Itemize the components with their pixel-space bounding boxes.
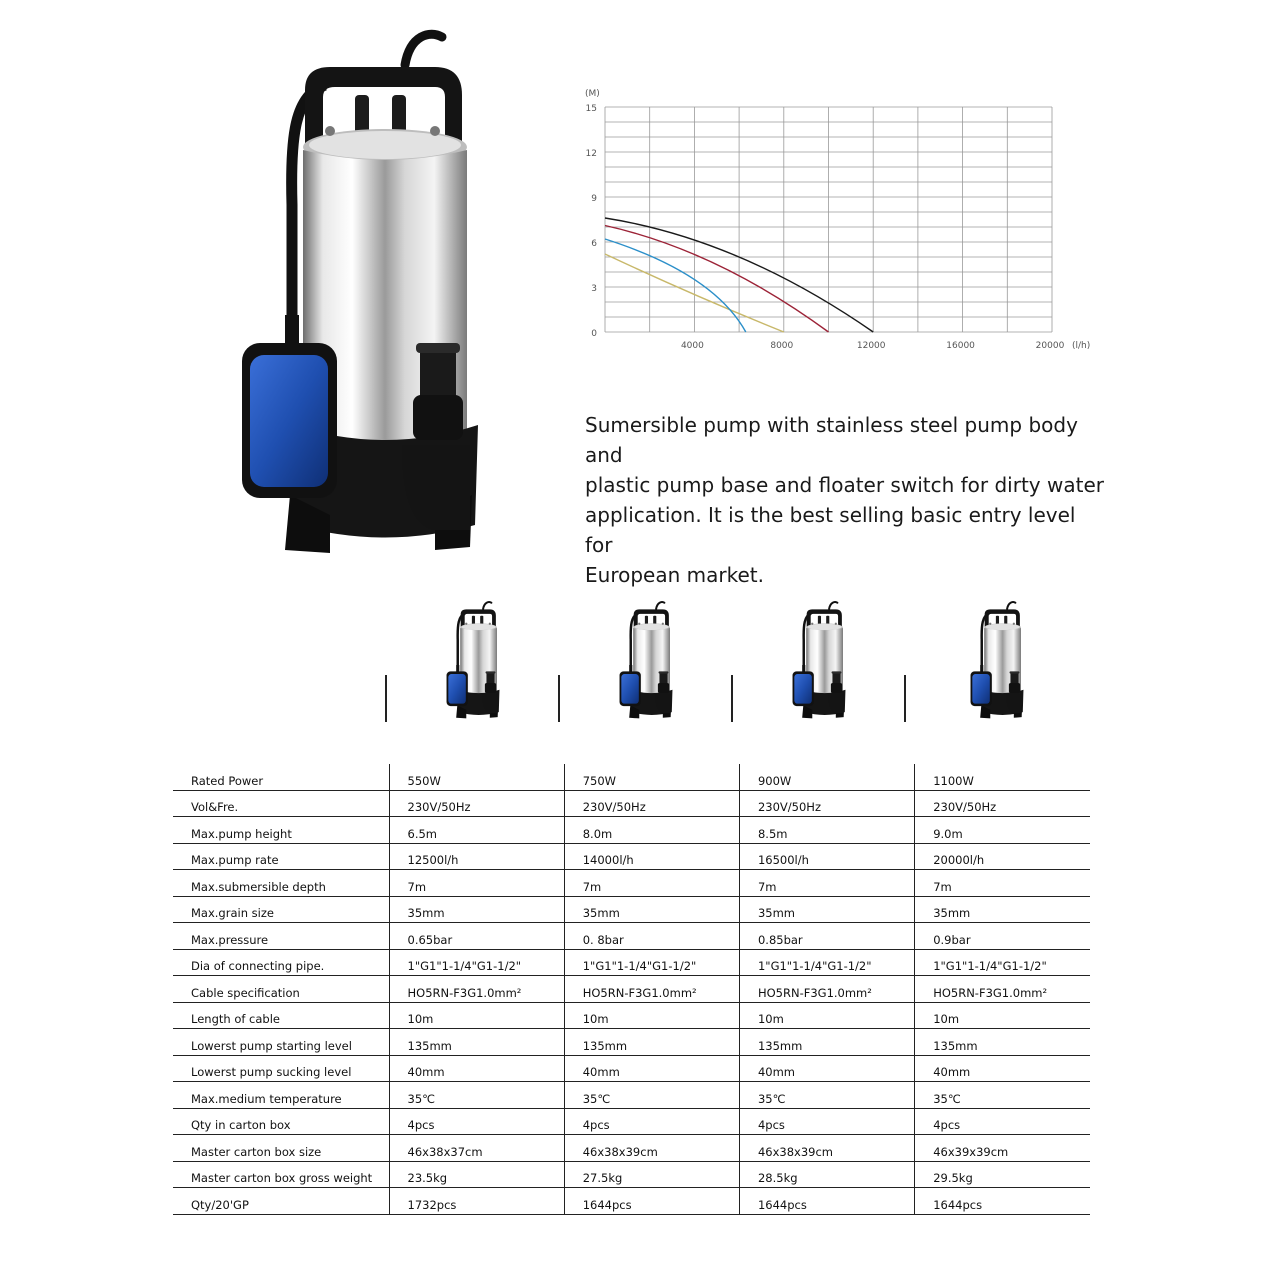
spec-value: 35mm [739, 896, 914, 923]
submersible-pump-image [230, 25, 490, 560]
spec-value: 35mm [915, 896, 1090, 923]
spec-value: 230V/50Hz [389, 790, 564, 817]
spec-value: 4pcs [915, 1108, 1090, 1135]
spec-value: 1"G1"1-1/4"G1-1/2" [564, 949, 739, 976]
spec-value: 35℃ [564, 1082, 739, 1109]
spec-value: 1644pcs [739, 1188, 914, 1215]
spec-label: Max.submersible depth [173, 870, 389, 897]
spec-row [173, 1082, 1090, 1109]
spec-label: Rated Power [173, 764, 389, 790]
model-images-row [0, 600, 1280, 725]
spec-label: Max.medium temperature [173, 1082, 389, 1109]
spec-value: 35mm [564, 896, 739, 923]
spec-value: 0.65bar [389, 923, 564, 950]
spec-row [173, 1188, 1090, 1215]
spec-value: 550W [389, 764, 564, 790]
spec-value: 7m [915, 870, 1090, 897]
spec-row [173, 764, 1090, 790]
spec-value: 28.5kg [739, 1161, 914, 1188]
y-tick-label: 15 [585, 104, 597, 114]
spec-value: 10m [915, 1002, 1090, 1029]
specification-table [173, 764, 1090, 1215]
column-divider [904, 675, 906, 722]
spec-value: 0.9bar [915, 923, 1090, 950]
spec-value: 135mm [564, 1029, 739, 1056]
spec-label: Cable specification [173, 976, 389, 1003]
product-description [585, 410, 1105, 590]
spec-value: 35℃ [915, 1082, 1090, 1109]
spec-row [173, 896, 1090, 923]
spec-value: 900W [739, 764, 914, 790]
x-tick-label: 20000 [1035, 341, 1065, 351]
pump-thumbnail [615, 600, 677, 720]
spec-value: 1644pcs [564, 1188, 739, 1215]
spec-label: Max.pump height [173, 817, 389, 844]
y-axis-unit: (M) [585, 89, 600, 99]
description-line: European market. [585, 563, 764, 587]
spec-value: 0.85bar [739, 923, 914, 950]
spec-value: 10m [564, 1002, 739, 1029]
spec-label: Max.pump rate [173, 843, 389, 870]
spec-row [173, 1002, 1090, 1029]
spec-value: 1100W [915, 764, 1090, 790]
performance-curve-chart [578, 82, 1098, 357]
spec-row [173, 817, 1090, 844]
spec-label: Lowerst pump sucking level [173, 1055, 389, 1082]
column-divider [731, 675, 733, 722]
spec-value: HO5RN-F3G1.0mm² [739, 976, 914, 1003]
spec-label: Master carton box size [173, 1135, 389, 1162]
spec-row [173, 1055, 1090, 1082]
spec-value: 4pcs [739, 1108, 914, 1135]
spec-value: 135mm [389, 1029, 564, 1056]
x-tick-label: 4000 [680, 341, 704, 351]
spec-value: 46x38x37cm [389, 1135, 564, 1162]
spec-row [173, 843, 1090, 870]
spec-value: 1"G1"1-1/4"G1-1/2" [915, 949, 1090, 976]
pump-thumbnail [966, 600, 1028, 720]
column-divider [558, 675, 560, 722]
spec-value: 6.5m [389, 817, 564, 844]
spec-value: 1732pcs [389, 1188, 564, 1215]
spec-label: Master carton box gross weight [173, 1161, 389, 1188]
pump-thumbnail [788, 600, 850, 720]
spec-row [173, 790, 1090, 817]
spec-value: 35mm [389, 896, 564, 923]
spec-value: 40mm [564, 1055, 739, 1082]
description-line: application. It is the best selling basic entry level for [585, 503, 1076, 557]
description-line: plastic pump base and floater switch for dirty water [585, 473, 1104, 497]
spec-label: Length of cable [173, 1002, 389, 1029]
performance-curve-2 [605, 226, 829, 333]
spec-row [173, 923, 1090, 950]
spec-row [173, 976, 1090, 1003]
spec-value: 230V/50Hz [915, 790, 1090, 817]
spec-value: HO5RN-F3G1.0mm² [564, 976, 739, 1003]
spec-value: 750W [564, 764, 739, 790]
spec-value: 12500l/h [389, 843, 564, 870]
spec-value: HO5RN-F3G1.0mm² [389, 976, 564, 1003]
spec-value: 40mm [915, 1055, 1090, 1082]
spec-value: 10m [739, 1002, 914, 1029]
spec-value: 135mm [915, 1029, 1090, 1056]
spec-value: 27.5kg [564, 1161, 739, 1188]
spec-value: 46x38x39cm [739, 1135, 914, 1162]
spec-value: 7m [739, 870, 914, 897]
spec-row [173, 1135, 1090, 1162]
x-axis-unit: (l/h) [1072, 341, 1091, 351]
spec-value: 230V/50Hz [739, 790, 914, 817]
performance-curve-svg [578, 82, 1098, 357]
x-tick-label: 16000 [946, 341, 975, 351]
spec-value: 1"G1"1-1/4"G1-1/2" [389, 949, 564, 976]
spec-value: 7m [389, 870, 564, 897]
y-tick-label: 0 [591, 329, 597, 339]
spec-value: 4pcs [389, 1108, 564, 1135]
column-divider [385, 675, 387, 722]
x-tick-label: 12000 [856, 341, 886, 351]
spec-label: Max.grain size [173, 896, 389, 923]
spec-label: Vol&Fre. [173, 790, 389, 817]
spec-value: 1"G1"1-1/4"G1-1/2" [739, 949, 914, 976]
spec-row [173, 870, 1090, 897]
y-tick-label: 6 [591, 239, 597, 249]
spec-value: 35℃ [739, 1082, 914, 1109]
spec-label: Qty/20'GP [173, 1188, 389, 1215]
spec-value: 10m [389, 1002, 564, 1029]
spec-value: 40mm [739, 1055, 914, 1082]
y-tick-label: 9 [591, 194, 597, 204]
spec-label: Lowerst pump starting level [173, 1029, 389, 1056]
spec-value: 8.5m [739, 817, 914, 844]
spec-row [173, 1108, 1090, 1135]
spec-value: 9.0m [915, 817, 1090, 844]
spec-row [173, 1029, 1090, 1056]
y-tick-label: 12 [585, 149, 597, 159]
spec-value: 46x38x39cm [564, 1135, 739, 1162]
spec-value: 1644pcs [915, 1188, 1090, 1215]
y-tick-label: 3 [591, 284, 597, 294]
spec-value: 29.5kg [915, 1161, 1090, 1188]
spec-value: 8.0m [564, 817, 739, 844]
spec-value: 230V/50Hz [564, 790, 739, 817]
spec-value: 23.5kg [389, 1161, 564, 1188]
spec-value: 0. 8bar [564, 923, 739, 950]
spec-value: 135mm [739, 1029, 914, 1056]
spec-value: 40mm [389, 1055, 564, 1082]
spec-value: 35℃ [389, 1082, 564, 1109]
spec-value: 14000l/h [564, 843, 739, 870]
spec-value: 46x39x39cm [915, 1135, 1090, 1162]
pump-thumbnail [442, 600, 504, 720]
x-tick-label: 8000 [770, 341, 794, 351]
spec-label: Qty in carton box [173, 1108, 389, 1135]
product-photo [230, 25, 490, 560]
spec-row [173, 949, 1090, 976]
spec-value: 16500l/h [739, 843, 914, 870]
spec-value: 20000l/h [915, 843, 1090, 870]
spec-label: Max.pressure [173, 923, 389, 950]
description-line: Sumersible pump with stainless steel pump body and [585, 413, 1078, 467]
spec-value: 7m [564, 870, 739, 897]
spec-row [173, 1161, 1090, 1188]
spec-label: Dia of connecting pipe. [173, 949, 389, 976]
spec-value: HO5RN-F3G1.0mm² [915, 976, 1090, 1003]
spec-value: 4pcs [564, 1108, 739, 1135]
specification-table-body [173, 764, 1090, 1214]
